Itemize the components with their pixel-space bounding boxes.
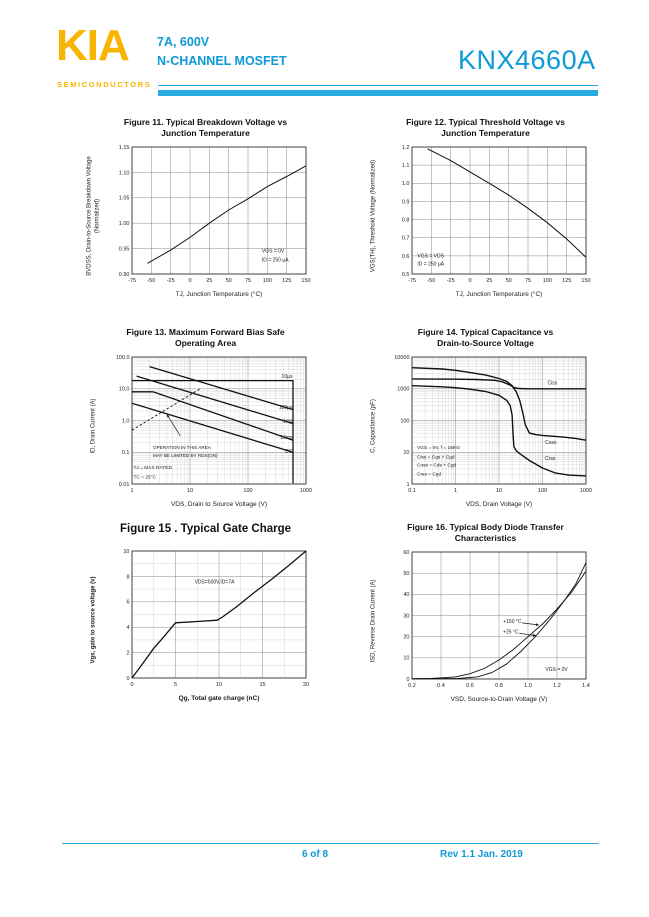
figure-16-y-axis-label: ISD, Reverse Drain Current (A) — [370, 579, 377, 663]
svg-text:1.05: 1.05 — [118, 195, 130, 202]
svg-text:10000: 10000 — [394, 354, 410, 361]
svg-text:0: 0 — [468, 278, 472, 285]
svg-text:VGS = 0V: VGS = 0V — [545, 667, 568, 674]
svg-text:Ciss = Cgs + Cgd: Ciss = Cgs + Cgd — [417, 455, 455, 461]
svg-text:1: 1 — [130, 488, 134, 495]
svg-text:Coss = Cds + Cgd: Coss = Cds + Cgd — [417, 463, 457, 469]
device-description — [157, 33, 287, 72]
svg-text:0.6: 0.6 — [401, 253, 410, 260]
svg-text:0.4: 0.4 — [437, 683, 445, 690]
svg-text:1.00: 1.00 — [118, 221, 130, 228]
figure-13-x-axis-label: VDS, Drain to Source Voltage (V) — [170, 501, 268, 509]
svg-text:6: 6 — [126, 599, 130, 606]
footer-rule — [62, 843, 599, 844]
svg-text:5: 5 — [173, 682, 178, 688]
figure-11-title: Figure 11. Typical Breakdown Voltage vs Junction Temperature — [123, 117, 288, 139]
svg-text:75: 75 — [244, 278, 252, 285]
svg-text:Coss: Coss — [545, 440, 557, 447]
svg-text:50: 50 — [403, 571, 410, 578]
svg-text:TC = 25°C: TC = 25°C — [133, 475, 157, 481]
svg-text:0.1: 0.1 — [408, 488, 416, 495]
figure-15 — [83, 522, 328, 702]
svg-text:10ms: 10ms — [280, 435, 293, 442]
figure-14-chart — [385, 352, 595, 500]
svg-text:75: 75 — [524, 278, 532, 285]
figure-14-x-axis-label: VDS, Drain Voltage (V) — [465, 501, 533, 509]
svg-text:1.4: 1.4 — [582, 683, 590, 690]
svg-text:0.5: 0.5 — [401, 271, 410, 278]
figure-11-x-axis-label: TJ, Junction Temperature (°C) — [175, 291, 263, 299]
svg-text:1.0: 1.0 — [524, 683, 532, 690]
svg-text:0.2: 0.2 — [408, 683, 416, 690]
svg-text:60: 60 — [403, 549, 410, 556]
revision-label: Rev 1.1 Jan. 2019 — [440, 849, 523, 860]
figure-13-title: Figure 13. Maximum Forward Bias Safe Operating Area — [126, 327, 285, 349]
page-number: 6 of 8 — [301, 849, 329, 860]
kia-logo-subtext: SEMICONDUCTORS — [57, 80, 152, 89]
figure-12-y-axis-label: VGS(TH), Threshold Voltage (Normalized) — [370, 159, 377, 273]
svg-text:1: 1 — [453, 488, 458, 495]
svg-text:50: 50 — [505, 278, 512, 285]
svg-text:100µs: 100µs — [278, 404, 293, 411]
figure-16-x-axis-label: VSD, Source-to-Drain Voltage (V) — [450, 696, 548, 704]
figure-13-chart — [105, 352, 315, 500]
figure-16-chart — [385, 547, 595, 695]
figure-11-chart — [105, 142, 315, 290]
svg-text:10µs: 10µs — [281, 374, 293, 381]
svg-text:ID = 250 µA: ID = 250 µA — [417, 261, 445, 268]
figure-15-x-axis-label: Qg, Total gate charge (nC) — [178, 695, 260, 702]
svg-text:-50: -50 — [147, 278, 156, 285]
svg-text:OPERATION IN THIS AREA: OPERATION IN THIS AREA — [153, 445, 211, 451]
svg-text:1.10: 1.10 — [118, 170, 130, 177]
svg-text:1.0: 1.0 — [121, 418, 130, 425]
svg-text:0: 0 — [406, 676, 410, 683]
svg-text:-25: -25 — [446, 278, 455, 285]
svg-text:10: 10 — [215, 682, 223, 688]
figure-13-y-axis-label: ID, Drain Current (A) — [90, 398, 97, 454]
device-type: N-CHANNEL MOSFET — [157, 54, 287, 69]
svg-text:100: 100 — [542, 278, 552, 285]
svg-text:+150 °C: +150 °C — [503, 618, 522, 625]
svg-text:Crss = Cgd: Crss = Cgd — [417, 472, 442, 478]
svg-text:10: 10 — [403, 655, 410, 662]
svg-text:0.90: 0.90 — [118, 271, 130, 278]
svg-text:0: 0 — [188, 278, 192, 285]
svg-text:1000: 1000 — [299, 488, 313, 495]
svg-text:25: 25 — [206, 278, 213, 285]
svg-text:10: 10 — [403, 450, 410, 457]
svg-text:0: 0 — [130, 682, 134, 688]
figure-13 — [83, 327, 328, 508]
svg-text:50: 50 — [225, 278, 232, 285]
svg-text:MAY BE LIMITED BY RDS(ON): MAY BE LIMITED BY RDS(ON) — [153, 452, 218, 458]
figure-12-x-axis-label: TJ, Junction Temperature (°C) — [455, 291, 543, 299]
device-rating: 7A, 600V — [157, 35, 210, 49]
svg-text:125: 125 — [562, 278, 572, 285]
svg-text:+25 °C: +25 °C — [503, 629, 519, 636]
figure-16 — [363, 522, 608, 703]
svg-text:0.8: 0.8 — [401, 217, 410, 224]
svg-text:100: 100 — [537, 488, 548, 495]
svg-text:-75: -75 — [408, 278, 416, 285]
svg-text:1.2: 1.2 — [553, 683, 561, 690]
svg-text:0.8: 0.8 — [495, 683, 503, 690]
svg-text:1.0: 1.0 — [401, 181, 410, 188]
svg-text:0.7: 0.7 — [401, 235, 410, 242]
svg-text:VGS = VDS: VGS = VDS — [417, 253, 444, 260]
svg-text:1000: 1000 — [579, 488, 593, 495]
svg-text:1000: 1000 — [397, 386, 410, 393]
figure-14 — [363, 327, 608, 508]
svg-text:100.0: 100.0 — [115, 354, 130, 361]
svg-text:10.0: 10.0 — [118, 386, 130, 393]
svg-text:0.95: 0.95 — [118, 246, 130, 253]
svg-text:10: 10 — [186, 488, 194, 495]
svg-text:-75: -75 — [128, 278, 136, 285]
header-rule-thick — [158, 90, 598, 96]
figure-15-title: Figure 15 . Typical Gate Charge — [119, 523, 292, 535]
figure-12-chart — [385, 142, 595, 290]
svg-text:VDS=500V,ID=7A: VDS=500V,ID=7A — [194, 579, 235, 586]
figure-12 — [363, 117, 608, 298]
figure-11 — [83, 117, 328, 298]
part-number: KNX4660A — [458, 45, 596, 75]
svg-text:30: 30 — [403, 613, 410, 620]
svg-text:ID = 250 µA: ID = 250 µA — [261, 257, 289, 264]
svg-text:10: 10 — [495, 488, 503, 495]
svg-text:DC: DC — [285, 449, 293, 456]
svg-text:1.15: 1.15 — [118, 144, 130, 151]
svg-text:-25: -25 — [166, 278, 175, 285]
svg-text:VGS = 0V, f = 1MHz: VGS = 0V, f = 1MHz — [417, 446, 461, 452]
svg-text:8: 8 — [126, 574, 130, 581]
figure-15-chart — [105, 546, 315, 694]
svg-text:150: 150 — [301, 278, 311, 285]
svg-text:Ciss: Ciss — [547, 380, 558, 387]
svg-text:0.01: 0.01 — [118, 481, 130, 488]
svg-text:100: 100 — [400, 418, 410, 425]
svg-text:100: 100 — [243, 488, 253, 495]
svg-text:1.1: 1.1 — [401, 163, 410, 170]
svg-text:0.9: 0.9 — [401, 199, 410, 206]
header-rule-thin — [158, 85, 598, 86]
svg-text:1.2: 1.2 — [401, 144, 410, 151]
svg-text:15: 15 — [259, 682, 266, 688]
figure-16-title: Figure 16. Typical Body Diode Transfer Characteristics — [407, 522, 564, 544]
svg-text:Crss: Crss — [545, 456, 556, 463]
svg-text:40: 40 — [403, 592, 410, 599]
svg-text:20: 20 — [302, 682, 310, 688]
kia-logo: KIA — [56, 21, 129, 70]
figure-14-title: Figure 14. Typical Capacitance vs Drain-to-Source Voltage — [417, 327, 554, 349]
svg-text:VGS = 0V: VGS = 0V — [261, 248, 285, 255]
svg-text:4: 4 — [126, 625, 130, 632]
svg-text:0: 0 — [126, 675, 130, 682]
svg-text:20: 20 — [403, 634, 410, 641]
svg-text:150: 150 — [581, 278, 591, 285]
svg-text:100: 100 — [262, 278, 272, 285]
svg-text:-50: -50 — [427, 278, 436, 285]
svg-text:10: 10 — [123, 548, 130, 555]
svg-text:TJ = MAX RATED: TJ = MAX RATED — [133, 466, 172, 472]
svg-text:125: 125 — [282, 278, 292, 285]
figure-14-y-axis-label: C, Capacitance (pF) — [370, 399, 377, 453]
svg-text:25: 25 — [486, 278, 493, 285]
figure-11-y-axis-label: BVDSS, Drain-to-Source Breakdown Voltage (Normalized) — [86, 156, 100, 276]
svg-text:0.6: 0.6 — [466, 683, 474, 690]
svg-text:1: 1 — [406, 481, 410, 488]
figure-15-y-axis-label: Vgs, gate to source voltage (v) — [90, 576, 97, 664]
svg-text:2: 2 — [126, 650, 130, 657]
svg-text:0.1: 0.1 — [121, 450, 130, 457]
svg-text:1ms: 1ms — [283, 418, 293, 425]
figure-12-title: Figure 12. Typical Threshold Voltage vs Junction Temperature — [406, 117, 565, 139]
